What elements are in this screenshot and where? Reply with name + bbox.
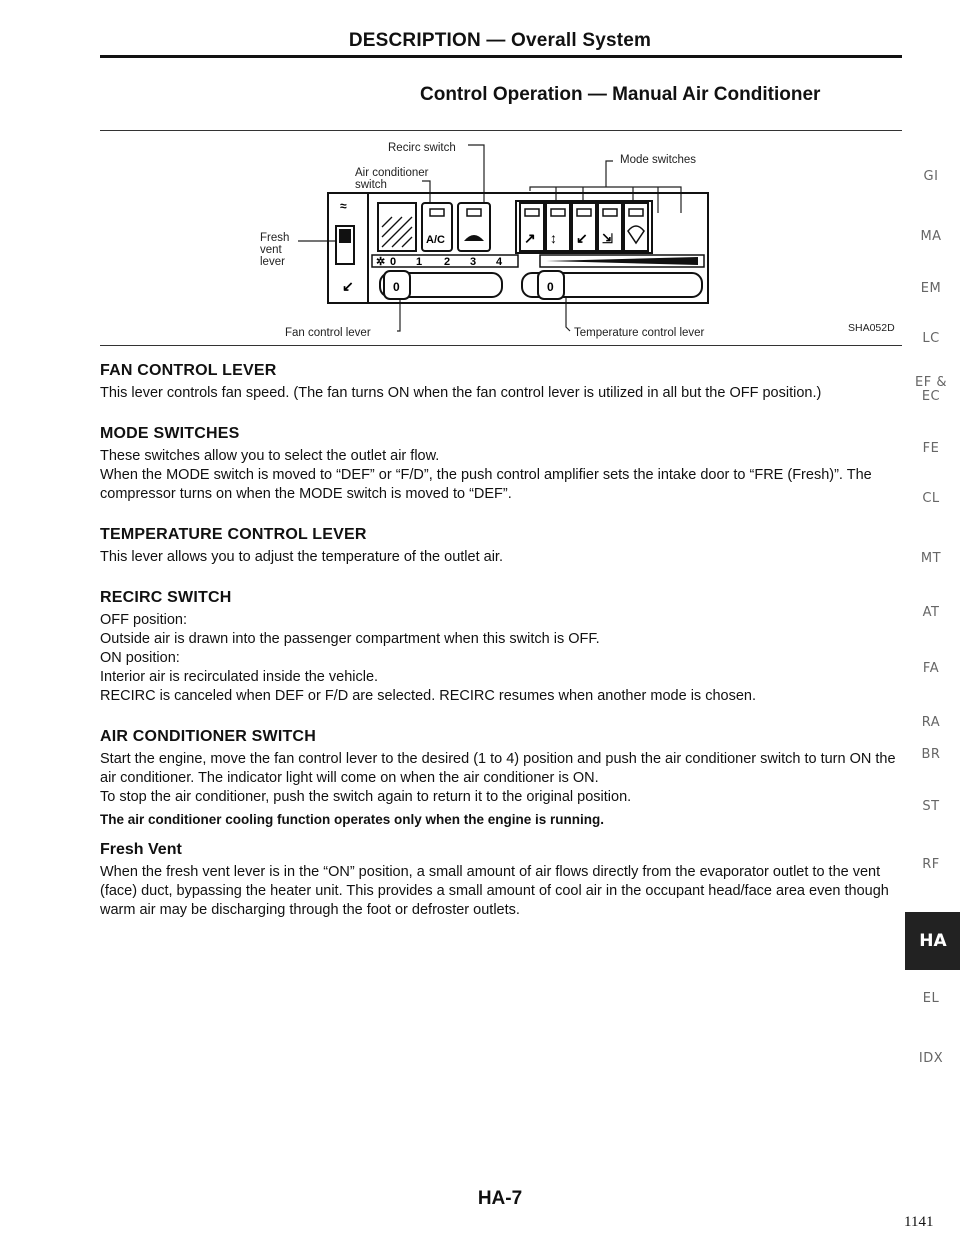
paragraph: RECIRC is canceled when DEF or F/D are selected. RECIRC resumes when another mode is chosen. [100, 688, 756, 704]
control-panel-figure [100, 130, 902, 346]
index-tab-at[interactable]: AT [922, 605, 940, 620]
recirc-indicator-button[interactable] [458, 203, 490, 251]
ac-switch-label-line1: Air conditioner [355, 167, 429, 179]
fresh-vent-label-line1: Fresh [260, 232, 290, 244]
temperature-scale [540, 255, 704, 267]
recirc-switch[interactable] [378, 203, 416, 251]
section-heading: MODE SWITCHES [100, 425, 240, 442]
section-heading: TEMPERATURE CONTROL LEVER [100, 526, 367, 543]
recirc-switch-label: Recirc switch [388, 142, 456, 154]
fan-scale-2: 2 [444, 256, 451, 268]
mode-button-foot-defrost[interactable] [598, 203, 622, 251]
mode-switches-label: Mode switches [620, 154, 697, 166]
svg-text:✲: ✲ [376, 256, 386, 268]
index-tab-ef[interactable]: EF & [915, 375, 947, 390]
ac-button-label: A/C [426, 234, 445, 246]
paragraph: ON position: [100, 650, 180, 666]
section-heading: RECIRC SWITCH [100, 589, 232, 606]
section-fresh-vent [100, 841, 900, 920]
fresh-vent-lever[interactable] [336, 199, 354, 294]
fan-scale-0: 0 [390, 256, 397, 268]
svg-text:↙: ↙ [342, 278, 354, 294]
section-heading: FAN CONTROL LEVER [100, 362, 277, 379]
section-air-conditioner-switch [100, 728, 900, 829]
paragraph: OFF position: [100, 612, 188, 628]
paragraph: When the MODE switch is moved to “DEF” or “F/D”, the push control amplifier sets the intake door to “FRE (Fresh)”. The compressor turns on when the MODE switch is moved to “DEF”. [100, 467, 872, 502]
paragraph: When the fresh vent lever is in the “ON” position, a small amount of air flows directly from the evaporator outlet to the vent (face) duct, bypassing the heater unit. This provides a small amount of cool air in the occupant head/face area even though warm air may be discharging through the foot or defroster outlets. [100, 864, 889, 918]
fan-scale-4: 4 [496, 256, 503, 268]
index-tab-em[interactable]: EM [920, 281, 942, 296]
temperature-control-lever-label: Temperature control lever [574, 327, 705, 339]
section-fan-control-lever [100, 362, 900, 403]
index-tab-ha-active[interactable]: HA [905, 912, 960, 970]
fan-scale-1: 1 [416, 256, 423, 268]
fan-scale-3: 3 [470, 256, 477, 268]
header-rule [100, 55, 902, 58]
fan-control-lever-label: Fan control lever [285, 327, 371, 339]
paragraph: Start the engine, move the fan control lever to the desired (1 to 4) position and push the air conditioner switch to turn ON the air conditioner. The indicator light will come on when the air conditioner is ON. [100, 751, 896, 786]
mode-button-bilevel[interactable] [546, 203, 570, 251]
paragraph: This lever controls fan speed. (The fan turns ON when the fan control lever is utilized in all but the OFF position.) [100, 385, 822, 401]
paragraph: This lever allows you to adjust the temperature of the outlet air. [100, 549, 503, 565]
paragraph: Interior air is recirculated inside the vehicle. [100, 669, 379, 685]
mode-button-foot[interactable] [572, 203, 596, 251]
index-tab-br[interactable]: BR [921, 747, 941, 762]
svg-text:↗: ↗ [524, 230, 536, 246]
important-note: The air conditioner cooling function operates only when the engine is running. [100, 812, 605, 827]
section-heading: AIR CONDITIONER SWITCH [100, 728, 316, 745]
subsection-heading: Fresh Vent [100, 841, 182, 858]
section-title: Control Operation — Manual Air Conditioner [420, 84, 821, 105]
page-number: HA-7 [477, 1188, 523, 1209]
air-conditioner-switch[interactable] [422, 203, 452, 251]
paragraph: To stop the air conditioner, push the switch again to return it to the original position. [100, 789, 632, 805]
fan-control-lever[interactable] [380, 271, 502, 299]
fan-knob-label: 0 [393, 280, 400, 294]
index-tab-cl[interactable]: CL [922, 491, 940, 506]
index-tab-gi[interactable]: GI [923, 169, 939, 184]
paragraph: Outside air is drawn into the passenger compartment when this switch is OFF. [100, 631, 600, 647]
fresh-vent-label-line3: lever [260, 256, 285, 268]
svg-text:≈: ≈ [340, 199, 347, 213]
mode-button-vent[interactable] [520, 203, 544, 251]
page-header-title: DESCRIPTION — Overall System [348, 30, 652, 51]
svg-text:⇲: ⇲ [602, 231, 613, 246]
section-recirc-switch [100, 589, 900, 706]
fan-speed-scale [372, 255, 518, 268]
index-tab-el[interactable]: EL [922, 991, 940, 1006]
svg-text:↙: ↙ [576, 230, 588, 246]
control-panel-diagram [100, 131, 902, 345]
index-tab-rf[interactable]: RF [922, 857, 940, 872]
index-tab-lc[interactable]: LC [922, 331, 940, 346]
ac-switch-label-line2: switch [355, 179, 387, 191]
temperature-control-lever[interactable] [522, 271, 702, 299]
paragraph: These switches allow you to select the outlet air flow. [100, 448, 440, 464]
mode-button-defrost[interactable] [624, 203, 648, 251]
temp-knob-label: 0 [547, 280, 554, 294]
index-tab-fe[interactable]: FE [922, 441, 940, 456]
section-temperature-control-lever [100, 526, 900, 567]
fresh-vent-label-line2: vent [260, 244, 282, 256]
index-tab-st[interactable]: ST [922, 799, 940, 814]
index-tab-ma[interactable]: MA [920, 229, 942, 244]
print-page-number: 1141 [904, 1214, 934, 1230]
svg-text:↕: ↕ [550, 230, 557, 246]
index-tab-ec[interactable]: EC [921, 389, 941, 404]
index-tab-ra[interactable]: RA [921, 715, 941, 730]
section-mode-switches [100, 425, 900, 504]
figure-code: SHA052D [848, 322, 895, 334]
index-tab-fa[interactable]: FA [922, 661, 940, 676]
index-tab-idx[interactable]: IDX [918, 1051, 944, 1066]
index-tab-mt[interactable]: MT [920, 551, 942, 566]
document-body [100, 362, 900, 920]
